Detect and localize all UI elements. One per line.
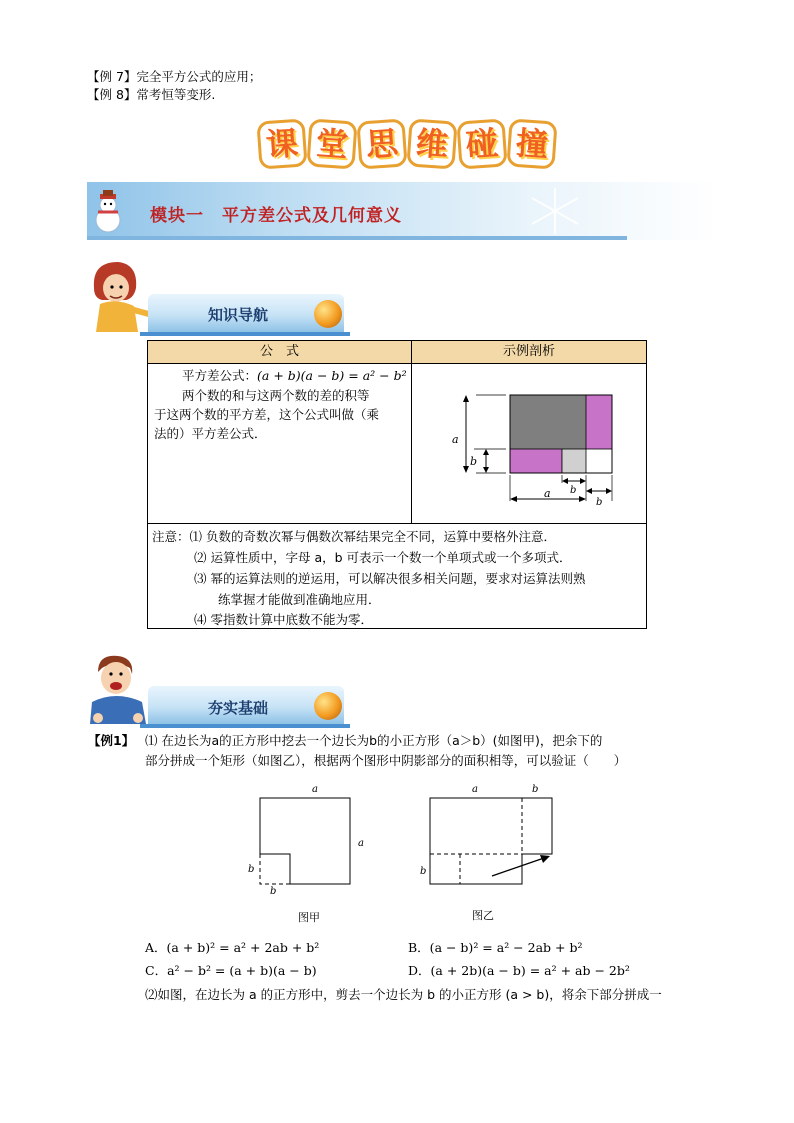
title-char: 课 (256, 118, 307, 169)
option-c: C．a² − b² = (a + b)(a − b) (145, 963, 317, 978)
note-line: 练掌握才能做到准确地应用． (218, 592, 381, 607)
example1-line: 部分拼成一个矩形（如图乙），根据两个图形中阴影部分的面积相等，可以验证（ ） (145, 753, 627, 768)
label-b-bottom-right: b (596, 497, 603, 508)
basics-tab-label: 夯实基础 (207, 699, 268, 717)
option-d: D．(a + 2b)(a − b) = a² + ab − 2b² (408, 963, 630, 978)
title-char: 思 (356, 118, 407, 169)
example7-line: 【例 7】完全平方公式的应用； (87, 69, 262, 84)
label-b-bottom: b (270, 886, 277, 897)
figure-yi (412, 780, 572, 898)
note-line: ⑷ 零指数计算中底数不能为零． (194, 612, 373, 627)
purple-rect-right (586, 395, 612, 449)
description-line: 于这两个数的平方差，这个公式叫做（乘 (154, 407, 380, 422)
formula-expression: (a + b)(a − b) = a² − b² (257, 368, 407, 383)
label-b-left: b (470, 455, 478, 468)
basics-tab-underline (140, 724, 350, 728)
label-b-top: b (532, 784, 539, 795)
title-char: 碰 (456, 118, 507, 169)
knowledge-tab-label: 知识导航 (207, 306, 268, 324)
example1-line: ⑴ 在边长为a的正方形中挖去一个边长为b的小正方形（a＞b）(如图甲)，把余下的 (145, 733, 603, 748)
label-a-left: a (452, 433, 459, 446)
classroom-title (258, 120, 556, 168)
example1-part2-line: ⑵如图，在边长为 a 的正方形中，剪去一个边长为 b 的小正方形 (a > b)，将余下部分拼成一 (145, 987, 662, 1002)
figure-yi-caption: 图乙 (472, 909, 494, 922)
orb-icon (314, 692, 342, 720)
figure-jia-caption: 图甲 (298, 911, 320, 924)
header-example: 示例剖析 (412, 341, 646, 363)
example8-line: 【例 8】常考恒等变形. (87, 87, 216, 102)
formula-line (182, 366, 407, 385)
header-formula: 公 式 (148, 341, 411, 363)
snowman-icon (88, 190, 128, 234)
title-char: 撞 (506, 118, 557, 169)
label-a-top: a (312, 784, 318, 795)
note-line: ⑶ 幂的运算法则的逆运用，可以解决很多相关问题，要求对运算法则熟 (194, 571, 586, 586)
option-a: A．(a + b)² = a² + 2ab + b² (145, 940, 320, 955)
option-b: B．(a − b)² = a² − 2ab + b² (408, 940, 583, 955)
description-line: 法的）平方差公式． (154, 426, 267, 441)
note-line: 注意：⑴ 负数的奇数次幂与偶数次幂结果完全不同，运算中要格外注意． (152, 529, 556, 544)
knowledge-tab-underline (140, 332, 350, 336)
formula-label: 平方差公式： (182, 368, 258, 383)
dark-rect (510, 395, 586, 449)
formula-table (147, 340, 647, 629)
label-b-bottom-mid: b (570, 485, 577, 496)
label-a-bottom: a (544, 487, 551, 500)
difference-of-squares-diagram (448, 381, 638, 511)
label-b-left: b (420, 866, 427, 877)
label-a-right: a (358, 838, 364, 849)
title-char: 堂 (306, 118, 357, 169)
note-line: ⑵ 运算性质中，字母 a，b 可表示一个数一个单项式或一个多项式． (194, 550, 572, 565)
title-char: 维 (406, 118, 457, 169)
label-b-left: b (248, 864, 255, 875)
label-a-top: a (472, 784, 478, 795)
example1-tag: 【例1】 (88, 733, 135, 748)
figure-jia (240, 780, 380, 898)
description-line: 两个数的和与这两个数的差的积等 (182, 388, 370, 403)
snowflake-icon (520, 184, 590, 238)
light-square (562, 449, 586, 473)
purple-rect-bottom (510, 449, 562, 473)
orb-icon (314, 300, 342, 328)
module-title: 模块一 平方差公式及几何意义 (150, 206, 402, 226)
